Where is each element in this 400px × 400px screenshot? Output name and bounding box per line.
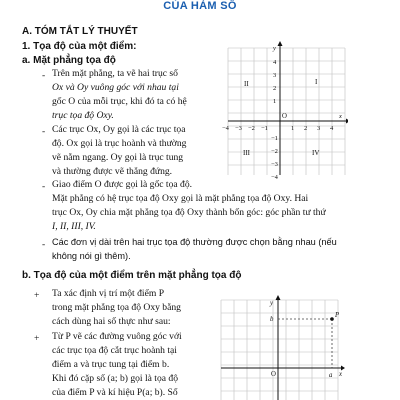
text-line: Giao điểm O được gọi là gốc tọa độ. (52, 179, 193, 190)
text-line: Trên mặt phẳng, ta vẽ hai trục số (52, 68, 178, 79)
y-axis-label: y (273, 45, 276, 52)
point-coordinate-figure (215, 295, 350, 400)
chapter-header (0, 0, 400, 12)
quadrant-label-iv: IV (312, 149, 320, 157)
x-tick-label: −4 (222, 125, 229, 132)
y-tick-label: 2 (273, 85, 277, 92)
text-line: trục Ox, Oy chia mặt phẳng tọa độ Oxy thành bốn góc: góc phần tư thứ (52, 207, 326, 218)
chapter-title: CỦA HÀM SỐ (163, 0, 237, 12)
y-tick-label: −1 (271, 135, 278, 142)
text-line: Các đơn vị dài trên hai trục tọa độ thường được chọn bằng nhau (nếu (52, 237, 337, 247)
y-tick-label: 3 (273, 72, 277, 79)
text-line: độ. Ox gọi là trục hoành và thường (52, 138, 187, 149)
bullet-dash: - (42, 181, 46, 192)
text-line: điểm a và trục tung tại điểm b. (52, 359, 170, 370)
x-tick-label: 2 (304, 125, 308, 132)
y-axis-arrow (276, 295, 281, 300)
x-tick-label: 4 (330, 125, 334, 132)
text-line: vẽ nằm ngang. Oy gọi là trục tung (52, 152, 184, 163)
text-line: Ox và Oy vuông góc với nhau tại (52, 82, 179, 93)
text-line: Khi đó cặp số (a; b) gọi là tọa độ (52, 373, 179, 384)
bullet-dash: - (42, 126, 46, 137)
y-tick-label: 4 (273, 59, 277, 66)
x-axis-arrow (346, 119, 348, 124)
x-axis-label: x (339, 371, 343, 378)
a-label: a (329, 372, 333, 379)
quadrant-label-iii: III (243, 149, 250, 157)
text-line: I, II, III, IV. (52, 221, 96, 232)
text-line: Mặt phẳng có hệ trục tọa độ Oxy gọi là mặt phẳng tọa độ Oxy. Hai (52, 193, 309, 204)
point-p (330, 317, 334, 321)
text-line: và thường được vẽ thẳng đứng. (52, 166, 173, 177)
quadrant-label-i: I (315, 78, 318, 86)
x-axis-label: x (339, 113, 342, 120)
text-line: Ta xác định vị trí một điểm P (52, 288, 165, 299)
section-1-heading: 1. Tọa độ của một điểm: (22, 41, 137, 52)
text-line: các trục tọa độ cắt trục hoành tại (52, 345, 177, 356)
origin-label: O (271, 371, 276, 378)
y-tick-label: −4 (271, 174, 278, 180)
bullet-plus: + (34, 333, 40, 344)
b-label: b (270, 316, 274, 323)
section-a-subheading: a. Mặt phẳng tọa độ (22, 55, 116, 66)
text-line: Từ P vẽ các đường vuông góc với (52, 331, 182, 342)
origin-label: O (282, 113, 287, 120)
section-a-heading: A. TÓM TẮT LÝ THUYẾT (22, 26, 138, 37)
coordinate-plane-figure (218, 40, 348, 180)
text-line: trục tọa độ Oxy. (52, 110, 114, 121)
text-line: trong mặt phẳng tọa độ Oxy bằng (52, 302, 181, 313)
bullet-plus: + (34, 290, 40, 301)
y-tick-label: −3 (271, 161, 278, 168)
x-tick-label: −3 (235, 125, 242, 132)
text-line: cách dùng hai số thực như sau: (52, 316, 171, 327)
text-line: không nói gì thêm). (52, 251, 131, 261)
bullet-dash: - (42, 239, 46, 250)
y-tick-label: −2 (271, 148, 278, 155)
x-axis-arrow (341, 366, 345, 371)
x-tick-label: −1 (261, 125, 268, 132)
y-axis-label: y (270, 300, 274, 307)
section-b-heading: b. Tọa độ của một điểm trên mặt phẳng tọa độ (22, 270, 242, 281)
point-p-label: P (335, 312, 340, 319)
x-tick-label: −2 (248, 125, 255, 132)
x-tick-label: 1 (291, 125, 295, 132)
text-line: Các trục Ox, Oy gọi là các trục tọa (52, 124, 186, 135)
bullet-dash: - (42, 70, 46, 81)
x-tick-label: 3 (317, 125, 321, 132)
quadrant-label-ii: II (244, 80, 249, 88)
text-line: gốc O của mỗi trục, khi đó ta có hệ (52, 96, 187, 107)
y-axis-arrow (278, 41, 283, 46)
text-line: của điểm P và kí hiệu P(a; b). Số (52, 387, 178, 398)
y-tick-label: 1 (273, 98, 277, 105)
